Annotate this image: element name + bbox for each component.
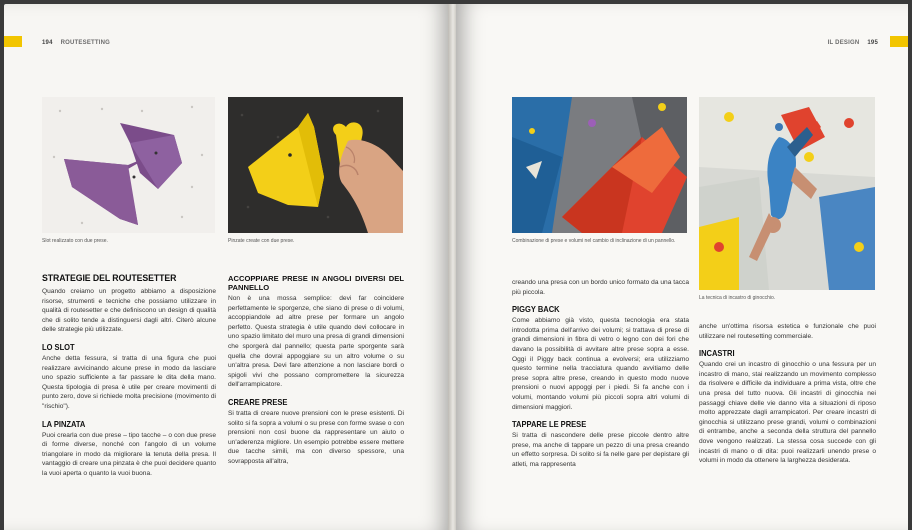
- pinch-holds-image: [228, 97, 403, 233]
- photo-pinch-caption: Pinzate create con due prese.: [228, 238, 295, 244]
- photo-slot-caption: Slot realizzato con due prese.: [42, 238, 108, 244]
- paragraph-pinzata: Puoi crearla con due prese – tipo tacche – o con due prese di forme diverse, nonché con l'angolo di un volume triangolare in modo da migliorare la tenuta della presa. Il vantaggio di creare una pinzata è che puoi decidere quanto la vuoi aperta o quanto la vuoi buona.: [42, 431, 216, 477]
- paragraph-creare: Si tratta di creare nuove prensioni con le prese esistenti. Di solito si fa sopra a volumi o su prese con forme svase o con prensioni non così buone da rappresentare un aiuto o un'aderenza migliore. Un esempio potrebbe essere mettere due tacche simili, ma con diverso spessore, una sovrapposta all'altra,: [228, 409, 404, 465]
- heading-la-pinzata: LA PINZATA: [42, 419, 86, 429]
- right-yellow-tab: [890, 36, 908, 47]
- heading-tappare-prese: TAPPARE LE PRESE: [512, 420, 587, 430]
- heading-creare-prese: CREARE PRESE: [228, 397, 288, 407]
- photo-knee-jam-caption: La tecnica di incastro di ginocchio.: [699, 295, 776, 301]
- right-running-head: [828, 40, 878, 46]
- right-section-title: IL DESIGN: [827, 40, 860, 46]
- paragraph-incastri: Quando crei un incastro di ginocchio o una fessura per un incastro di mano, stai realizzando un movimento complesso da risolvere e difficile da individuare a prima vista, oltre che una presa del tutto nuova. Gli incastri di ginocchia nei passaggi chiave delle vie danno vita a situazioni di riposo molto apprezzate dagli arrampicatori. Per creare incastri di ginocchia si utilizzano prese grandi, volumi o combinazioni di entrambe, anche a seconda della struttura del pannello dove vengono realizzati. La stessa cosa succede con gli incastri di mano o di dita: puoi realizzarli unendo prese o volumi in modo da ottenere la larghezza desiderata.: [699, 361, 876, 465]
- paragraph-slot: Anche detta fessura, si tratta di una figura che puoi realizzare avvicinando alcune prese in modo da lasciare uno spazio sufficiente a far passare le dita della mano. Questa tipologia di presa è utile per creare movimenti di punto zero, dove si richiede molta precisione (movimento di "rischio").: [42, 354, 216, 410]
- photo-volumes-combination: [512, 97, 687, 233]
- paragraph-creare-cont: creando una presa con un bordo unico formato da una tacca più piccola.: [512, 279, 689, 296]
- photo-volumes-caption: Combinazione di prese e volumi nel cambio di inclinazione di un pannello.: [512, 238, 676, 244]
- slot-holds-image: [42, 97, 215, 233]
- left-column-2: [228, 274, 404, 467]
- heading-routesetter-strategies: STRATEGIE DEL ROUTESETTER: [42, 273, 177, 284]
- right-column-2: [699, 322, 876, 466]
- left-yellow-tab: [4, 36, 22, 47]
- photo-slot-holds: [42, 97, 215, 233]
- left-running-head: [42, 40, 110, 46]
- left-page: [4, 4, 450, 530]
- left-column-1: [42, 274, 216, 479]
- right-column-1: [512, 278, 689, 470]
- right-page-number: 195: [867, 40, 878, 46]
- photo-knee-jam: [699, 97, 875, 290]
- left-section-title: ROUTESETTING: [60, 40, 111, 46]
- paragraph-intro: Quando creiamo un progetto abbiamo a disposizione risorse, strumenti e tecniche che possiamo utilizzare in qualità di routesetter e che definiscono un design di qualità che di solito tende a distinguersi dagli altri. Citerò alcune delle strategie più utilizzate.: [42, 288, 216, 334]
- knee-jam-image: [699, 97, 875, 290]
- left-page-number: 194: [42, 40, 53, 46]
- heading-lo-slot: LO SLOT: [42, 342, 75, 352]
- paragraph-tappare: Si tratta di nascondere delle prese piccole dentro altre prese, ma anche di tappare un pezzo di una presa creando un effetto sorpresa. Di solito si fa nelle gare per depistare gli atleti, ma rappresenta: [512, 432, 689, 468]
- heading-piggy-back: PIGGY BACK: [512, 305, 560, 315]
- book-spread: [4, 4, 908, 530]
- paragraph-accoppiare: Non è una mossa semplice: devi far coincidere perfettamente le sporgenze, che siano di prese o di volumi, accoppiandole ad altre prese per formare un angolo perfetto. Questa strategia è utile quando devi collocare in uno spazio limitato del muro una presa di grandi dimensioni che sporgerà dal pannello; questa parte sporgente sarà quella che dovrai appoggiare su un altro volume o su un'altra presa. Devi fare attenzione a non lasciare bordi o spigoli vivi che possano compromettere la sicurezza dell'arrampicatore.: [228, 295, 404, 389]
- paragraph-piggy: Come abbiamo già visto, questa tecnologia era stata introdotta prima dell'arrivo dei volumi; si trattava di prese di grandi dimensioni in fibra di vetro o legno con dei fori che davano la possibilità di avvitare altre prese sopra a esse. Oggi il Piggy back continua a evolversi; era utilizziamo questo termine nella tracciatura quando avvitiamo delle prese sopra altre prese, creando in questo modo nuove prensioni o nuovi appoggi per i piedi. Si fa anche con i volumi, montando volumi più piccoli sopra altri volumi di dimensioni maggiori.: [512, 317, 689, 411]
- volumes-combination-image: [512, 97, 687, 233]
- photo-pinch-holds: [228, 97, 403, 233]
- heading-incastri: INCASTRI: [699, 349, 735, 359]
- heading-accoppiare: ACCOPPIARE PRESE IN ANGOLI DIVERSI DEL PANNELLO: [228, 274, 404, 292]
- paragraph-tappare-cont: anche un'ottima risorsa estetica e funzionale che puoi utilizzare nel routesetting commerciale.: [699, 323, 876, 340]
- right-page: [456, 4, 908, 530]
